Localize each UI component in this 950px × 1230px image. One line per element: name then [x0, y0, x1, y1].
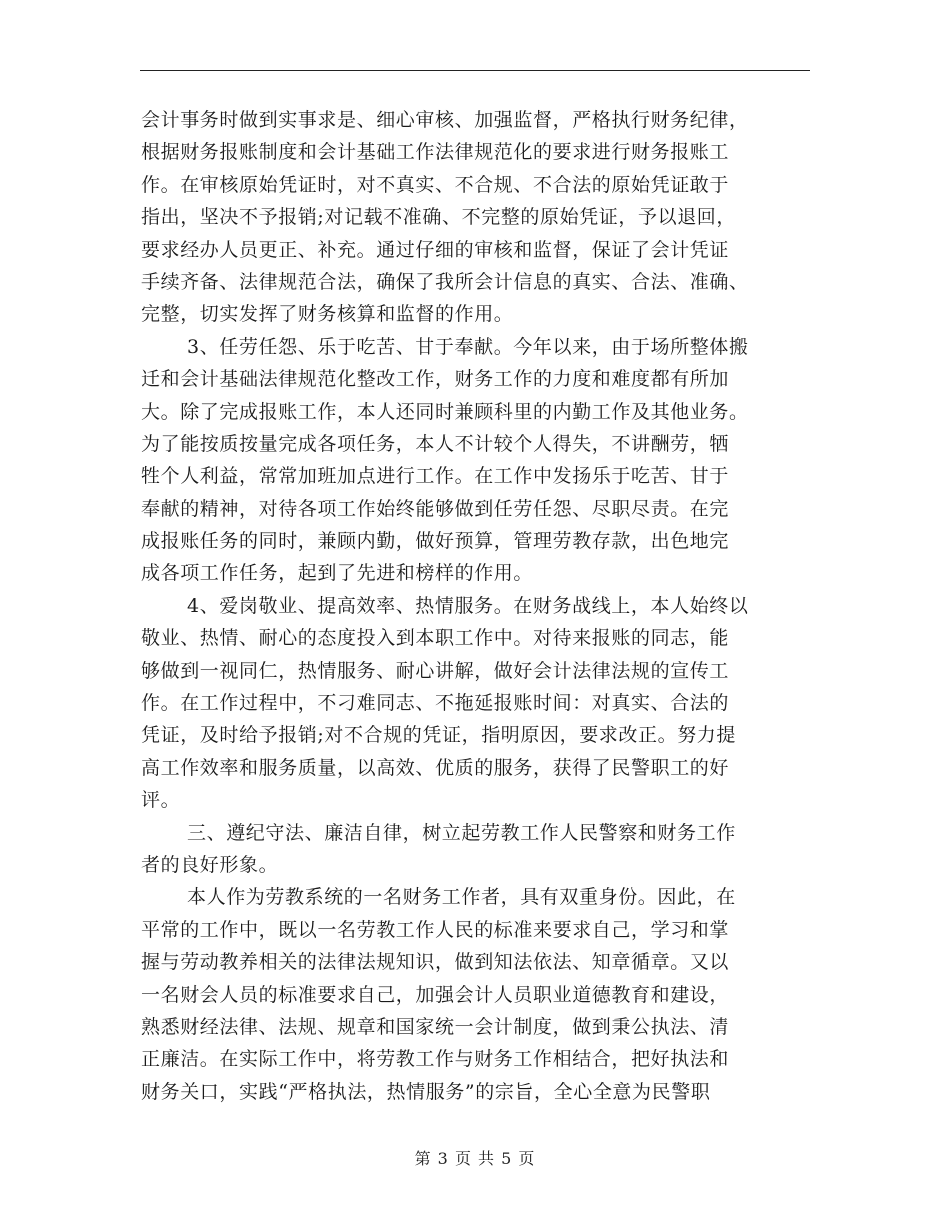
text-line: 握与劳动教养相关的法律法规知识，做到知法依法、知章循章。又以	[141, 951, 730, 974]
paragraph-first-line: 4、爱岗敬业、提高效率、热情服务。在财务战线上，本人始终以	[187, 594, 749, 617]
page-footer: 第 3 页 共 5 页	[414, 1149, 536, 1168]
text-line: 正廉洁。在实际工作中，将劳教工作与财务工作相结合，把好执法和	[141, 1048, 730, 1071]
document-body	[141, 104, 813, 1108]
text-line: 要求经办人员更正、补充。通过仔细的审核和监督，保证了会计凭证	[141, 238, 730, 261]
text-line: 完整，切实发挥了财务核算和监督的作用。	[141, 303, 514, 326]
text-line: 指出，坚决不予报销;对记载不准确、不完整的原始凭证，予以退回，	[141, 206, 737, 229]
paragraph-first-line: 本人作为劳教系统的一名财务工作者，具有双重身份。因此，在	[187, 886, 736, 909]
text-line: 财务关口，实践“严格执法，热情服务”的宗旨，全心全意为民警职	[141, 1080, 711, 1103]
text-line: 凭证，及时给予报销;对不合规的凭证，指明原因，要求改正。努力提	[141, 724, 737, 747]
text-line: 高工作效率和服务质量，以高效、优质的服务，获得了民警职工的好	[141, 756, 730, 779]
text-line: 大。除了完成报账工作，本人还同时兼顾科里的内勤工作及其他业务。	[141, 400, 749, 423]
text-line: 作。在审核原始凭证时，对不真实、不合规、不合法的原始凭证敢于	[141, 173, 730, 196]
text-line: 够做到一视同仁，热情服务、耐心讲解，做好会计法律法规的宣传工	[141, 659, 730, 682]
text-line: 敬业、热情、耐心的态度投入到本职工作中。对待来报账的同志，能	[141, 627, 730, 650]
text-line: 作。在工作过程中，不刁难同志、不拖延报账时间：对真实、合法的	[141, 692, 730, 715]
header-rule	[140, 70, 810, 71]
text-line: 成报账任务的同时，兼顾内勤，做好预算，管理劳教存款，出色地完	[141, 530, 730, 553]
text-line: 一名财会人员的标准要求自己，加强会计人员职业道德教育和建设，	[141, 983, 730, 1006]
text-line: 者的良好形象。	[141, 853, 279, 876]
text-line: 评。	[141, 789, 181, 812]
text-line: 手续齐备、法律规范合法，确保了我所会计信息的真实、合法、准确、	[141, 270, 749, 293]
text-line: 熟悉财经法律、法规、规章和国家统一会计制度，做到秉公执法、清	[141, 1015, 730, 1038]
text-line: 奉献的精神，对待各项工作始终能够做到任劳任怨、尽职尽责。在完	[141, 497, 730, 520]
text-line: 为了能按质按量完成各项任务，本人不计较个人得失，不讲酬劳，牺	[141, 432, 730, 455]
text-line: 根据财务报账制度和会计基础工作法律规范化的要求进行财务报账工	[141, 141, 730, 164]
text-line: 会计事务时做到实事求是、细心审核、加强监督，严格执行财务纪律，	[141, 109, 749, 131]
text-line: 牲个人利益，常常加班加点进行工作。在工作中发扬乐于吃苦、甘于	[141, 465, 730, 488]
text-line: 成各项工作任务，起到了先进和榜样的作用。	[141, 562, 534, 585]
paragraph-first-line: 3、任劳任怨、乐于吃苦、甘于奉献。今年以来，由于场所整体搬	[187, 335, 749, 358]
text-line: 迁和会计基础法律规范化整改工作，财务工作的力度和难度都有所加	[141, 368, 730, 391]
paragraph-first-line: 三、遵纪守法、廉洁自律，树立起劳教工作人民警察和财务工作	[187, 821, 736, 844]
text-line: 平常的工作中，既以一名劳教工作人民的标准来要求自己，学习和掌	[141, 918, 730, 941]
